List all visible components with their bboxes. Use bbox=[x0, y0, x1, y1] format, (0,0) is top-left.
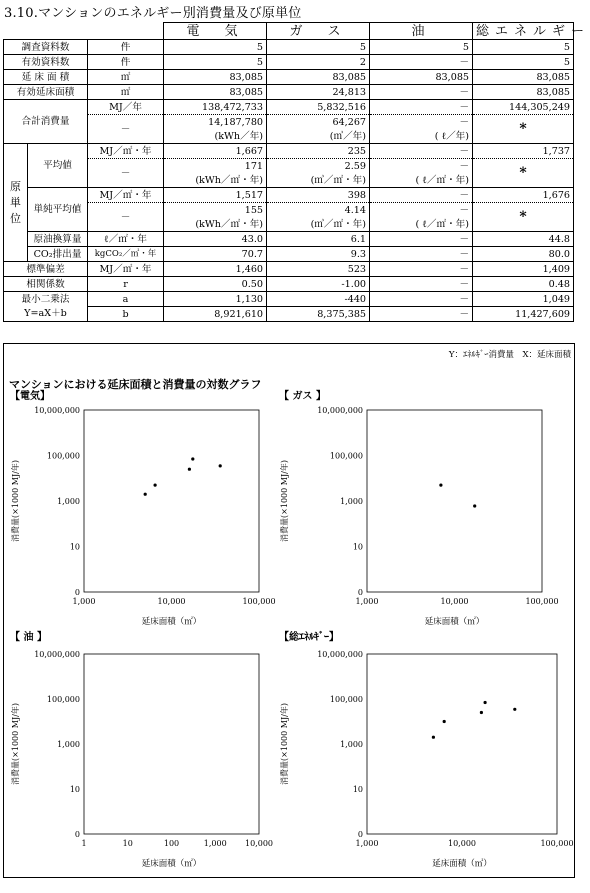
cell: 5 bbox=[164, 40, 267, 55]
plot-area bbox=[84, 410, 259, 592]
y-axis-label: 消費量(×1000 MJ/年) bbox=[280, 703, 289, 785]
cell: 5 bbox=[267, 40, 370, 55]
y-axis-label: 消費量(×1000 MJ/年) bbox=[280, 460, 289, 542]
cell: 5 bbox=[473, 55, 574, 70]
x-tick-label: 1,000 bbox=[355, 839, 379, 848]
cell: － bbox=[370, 232, 473, 247]
row-unit: ㎡ bbox=[88, 70, 164, 85]
header-electricity: 電 気 bbox=[164, 23, 267, 40]
cell: 14,187,780 bbox=[164, 115, 267, 130]
row-unit: b bbox=[88, 307, 164, 322]
cell: 83,085 bbox=[473, 85, 574, 100]
cell: 398 bbox=[267, 188, 370, 203]
x-tick-label: 1,000 bbox=[72, 597, 96, 606]
cell: 11,427,609 bbox=[473, 307, 574, 322]
y-tick-label: 1,000 bbox=[57, 740, 80, 749]
cell-unit: (kWh／年) bbox=[164, 129, 267, 144]
x-tick-label: 10,000 bbox=[245, 839, 273, 848]
side-label: 原 単 位 bbox=[4, 144, 28, 262]
cell: 5 bbox=[164, 55, 267, 70]
row-unit: － bbox=[88, 115, 164, 144]
data-point bbox=[473, 504, 476, 507]
cell: 83,085 bbox=[473, 70, 574, 85]
table-row bbox=[4, 100, 574, 115]
cell: 144,305,249 bbox=[473, 100, 574, 115]
y-tick-label: 10 bbox=[69, 785, 80, 794]
cell: 1,676 bbox=[473, 188, 574, 203]
cell: 1,409 bbox=[473, 262, 574, 277]
cell: 1,517 bbox=[164, 188, 267, 203]
cell-unit: (kWh／㎡・年) bbox=[164, 217, 267, 232]
cell: 171 bbox=[164, 159, 267, 174]
row-label: 最小二乗法 bbox=[4, 292, 88, 307]
y-tick-label: 0 bbox=[74, 830, 80, 839]
header-gas: ガ ス bbox=[267, 23, 370, 40]
cell: 1,130 bbox=[164, 292, 267, 307]
row-unit: MJ／㎡・年 bbox=[88, 188, 164, 203]
cell: 9.3 bbox=[267, 247, 370, 262]
x-tick-label: 100,000 bbox=[540, 839, 574, 848]
y-tick-label: 0 bbox=[74, 588, 80, 597]
x-axis-label: 延床面積（㎡） bbox=[141, 617, 202, 627]
cell: － bbox=[370, 203, 473, 218]
cell: － bbox=[370, 159, 473, 174]
data-point bbox=[188, 468, 191, 471]
data-point bbox=[432, 736, 435, 739]
row-label: 相関係数 bbox=[4, 277, 88, 292]
row-label: 合計消費量 bbox=[4, 100, 88, 144]
x-tick-label: 100,000 bbox=[242, 597, 276, 606]
chart-title: 【 ガス 】 bbox=[279, 391, 326, 402]
row-label: 有効延床面積 bbox=[4, 85, 88, 100]
cell: 138,472,733 bbox=[164, 100, 267, 115]
table-row bbox=[4, 277, 574, 292]
plot-area bbox=[367, 654, 557, 834]
cell: 0.48 bbox=[473, 277, 574, 292]
table-row bbox=[4, 70, 574, 85]
data-point bbox=[513, 708, 516, 711]
row-unit: kgCO₂／㎡・年 bbox=[88, 247, 164, 262]
plot-area bbox=[367, 410, 542, 592]
y-axis-label: 消費量(×1000 MJ/年) bbox=[11, 703, 20, 785]
x-axis-label: 延床面積（㎡） bbox=[424, 617, 485, 627]
header-total: 総エネルギー bbox=[473, 23, 574, 40]
row-unit: MJ／㎡・年 bbox=[88, 262, 164, 277]
cell: 235 bbox=[267, 144, 370, 159]
x-tick-label: 1,000 bbox=[203, 839, 227, 848]
cell: － bbox=[370, 55, 473, 70]
y-tick-label: 1,000 bbox=[57, 497, 80, 506]
y-tick-label: 100,000 bbox=[329, 451, 363, 461]
table-header-row bbox=[4, 23, 574, 40]
cell: － bbox=[370, 247, 473, 262]
y-tick-label: 10 bbox=[352, 785, 363, 794]
cell: 1,667 bbox=[164, 144, 267, 159]
plot-area bbox=[84, 654, 259, 834]
row-label: CO₂排出量 bbox=[28, 247, 88, 262]
y-tick-label: 0 bbox=[357, 588, 363, 597]
cell: 2 bbox=[267, 55, 370, 70]
chart-title: 【電気】 bbox=[10, 391, 50, 402]
header-oil: 油 bbox=[370, 23, 473, 40]
cell: － bbox=[370, 100, 473, 115]
cell: 155 bbox=[164, 203, 267, 218]
cell: 5 bbox=[370, 40, 473, 55]
cell: 83,085 bbox=[164, 70, 267, 85]
table-row bbox=[4, 292, 574, 307]
y-tick-label: 10 bbox=[69, 542, 80, 552]
table-row bbox=[4, 262, 574, 277]
table-row bbox=[4, 115, 574, 130]
cell: 0.50 bbox=[164, 277, 267, 292]
table-row bbox=[4, 55, 574, 70]
y-tick-label: 10,000,000 bbox=[34, 650, 80, 659]
table-row bbox=[4, 307, 574, 322]
data-point bbox=[480, 711, 483, 714]
energy-table bbox=[3, 22, 590, 322]
cell: 24,813 bbox=[267, 85, 370, 100]
cell: 83,085 bbox=[267, 70, 370, 85]
cell: 1,460 bbox=[164, 262, 267, 277]
y-tick-label: 100,000 bbox=[46, 451, 80, 461]
row-unit: 件 bbox=[88, 55, 164, 70]
cell-unit: (㎥／㎡・年) bbox=[267, 173, 370, 188]
data-point bbox=[191, 457, 194, 460]
row-label: 調査資料数 bbox=[4, 40, 88, 55]
row-unit: － bbox=[88, 159, 164, 188]
cell-unit: (㎥／年) bbox=[267, 129, 370, 144]
x-axis-label: 延床面積（㎡） bbox=[141, 859, 202, 869]
table-row bbox=[4, 247, 574, 262]
cell: － bbox=[370, 262, 473, 277]
data-point bbox=[439, 484, 442, 487]
cell: * bbox=[473, 203, 574, 232]
y-tick-label: 100,000 bbox=[46, 695, 80, 704]
y-tick-label: 10 bbox=[352, 542, 363, 552]
cell: -1.00 bbox=[267, 277, 370, 292]
row-label: 平均値 bbox=[28, 144, 88, 188]
data-point bbox=[219, 464, 222, 467]
table-row bbox=[4, 188, 574, 203]
cell: 64,267 bbox=[267, 115, 370, 130]
chart-title: 【総ｴﾈﾙｷﾞｰ】 bbox=[279, 632, 339, 643]
row-label: 標準偏差 bbox=[4, 262, 88, 277]
y-axis-label: 消費量(×1000 MJ/年) bbox=[11, 460, 20, 542]
x-tick-label: 10,000 bbox=[448, 839, 476, 848]
cell: 1,737 bbox=[473, 144, 574, 159]
cell: － bbox=[370, 144, 473, 159]
y-tick-label: 1,000 bbox=[340, 497, 363, 506]
charts-svg bbox=[4, 344, 574, 877]
axis-note: Y：ｴﾈﾙｷﾞｰ消費量 X：延床面積 bbox=[448, 350, 571, 360]
row-unit: － bbox=[88, 203, 164, 232]
cell: * bbox=[473, 159, 574, 188]
data-point bbox=[484, 701, 487, 704]
cell: 43.0 bbox=[164, 232, 267, 247]
x-tick-label: 100 bbox=[163, 839, 180, 848]
cell: 8,375,385 bbox=[267, 307, 370, 322]
data-point bbox=[443, 720, 446, 723]
cell: 80.0 bbox=[473, 247, 574, 262]
table-row bbox=[4, 203, 574, 218]
data-point bbox=[154, 484, 157, 487]
cell-unit: ( ℓ／㎡・年) bbox=[370, 217, 473, 232]
x-tick-label: 10,000 bbox=[440, 597, 469, 606]
cell: － bbox=[370, 292, 473, 307]
row-unit: MJ／㎡・年 bbox=[88, 144, 164, 159]
page-title: 3.10.マンションのエネルギー別消費量及び原単位 bbox=[4, 6, 302, 21]
table-row bbox=[4, 144, 574, 159]
cell: － bbox=[370, 188, 473, 203]
x-tick-label: 1 bbox=[81, 839, 87, 848]
cell-unit: (kWh／㎡・年) bbox=[164, 173, 267, 188]
x-tick-label: 1,000 bbox=[355, 597, 379, 606]
y-tick-label: 100,000 bbox=[329, 695, 363, 704]
cell: 6.1 bbox=[267, 232, 370, 247]
cell: 2.59 bbox=[267, 159, 370, 174]
charts-title: マンションにおける延床面積と消費量の対数グラフ bbox=[9, 378, 262, 391]
cell: * bbox=[473, 115, 574, 144]
cell: 1,049 bbox=[473, 292, 574, 307]
cell: 523 bbox=[267, 262, 370, 277]
cell: -440 bbox=[267, 292, 370, 307]
cell-unit: (㎥／㎡・年) bbox=[267, 217, 370, 232]
cell: 5 bbox=[473, 40, 574, 55]
row-label: 原油換算量 bbox=[28, 232, 88, 247]
cell-unit: ( ℓ／㎡・年) bbox=[370, 173, 473, 188]
x-tick-label: 100,000 bbox=[525, 597, 559, 606]
cell: － bbox=[370, 277, 473, 292]
row-unit: a bbox=[88, 292, 164, 307]
cell: 5,832,516 bbox=[267, 100, 370, 115]
cell: － bbox=[370, 307, 473, 322]
row-label: 単純平均値 bbox=[28, 188, 88, 232]
table-row bbox=[4, 85, 574, 100]
cell: 70.7 bbox=[164, 247, 267, 262]
row-unit: ℓ／㎡・年 bbox=[88, 232, 164, 247]
y-tick-label: 1,000 bbox=[340, 740, 363, 749]
row-unit: MJ／年 bbox=[88, 100, 164, 115]
cell: － bbox=[370, 85, 473, 100]
row-label: 延 床 面 積 bbox=[4, 70, 88, 85]
charts-panel bbox=[3, 343, 575, 878]
y-tick-label: 10,000,000 bbox=[317, 650, 363, 659]
cell: － bbox=[370, 115, 473, 130]
table-row bbox=[4, 40, 574, 55]
x-tick-label: 10 bbox=[122, 839, 133, 848]
x-tick-label: 10,000 bbox=[157, 597, 186, 606]
row-unit: ㎡ bbox=[88, 85, 164, 100]
x-axis-label: 延床面積（㎡） bbox=[432, 859, 492, 869]
table-row bbox=[4, 232, 574, 247]
y-tick-label: 10,000,000 bbox=[34, 406, 80, 415]
cell: 4.14 bbox=[267, 203, 370, 218]
row-unit: 件 bbox=[88, 40, 164, 55]
row-label: Y=aX＋b bbox=[4, 307, 88, 322]
cell: 8,921,610 bbox=[164, 307, 267, 322]
cell: 44.8 bbox=[473, 232, 574, 247]
cell-unit: ( ℓ／年) bbox=[370, 129, 473, 144]
data-point bbox=[144, 493, 147, 496]
y-tick-label: 10,000,000 bbox=[317, 406, 363, 415]
row-label: 有効資料数 bbox=[4, 55, 88, 70]
chart-title: 【 油 】 bbox=[10, 632, 47, 643]
table-row bbox=[4, 159, 574, 174]
row-unit: r bbox=[88, 277, 164, 292]
cell: 83,085 bbox=[370, 70, 473, 85]
cell: 83,085 bbox=[164, 85, 267, 100]
y-tick-label: 0 bbox=[357, 830, 363, 839]
